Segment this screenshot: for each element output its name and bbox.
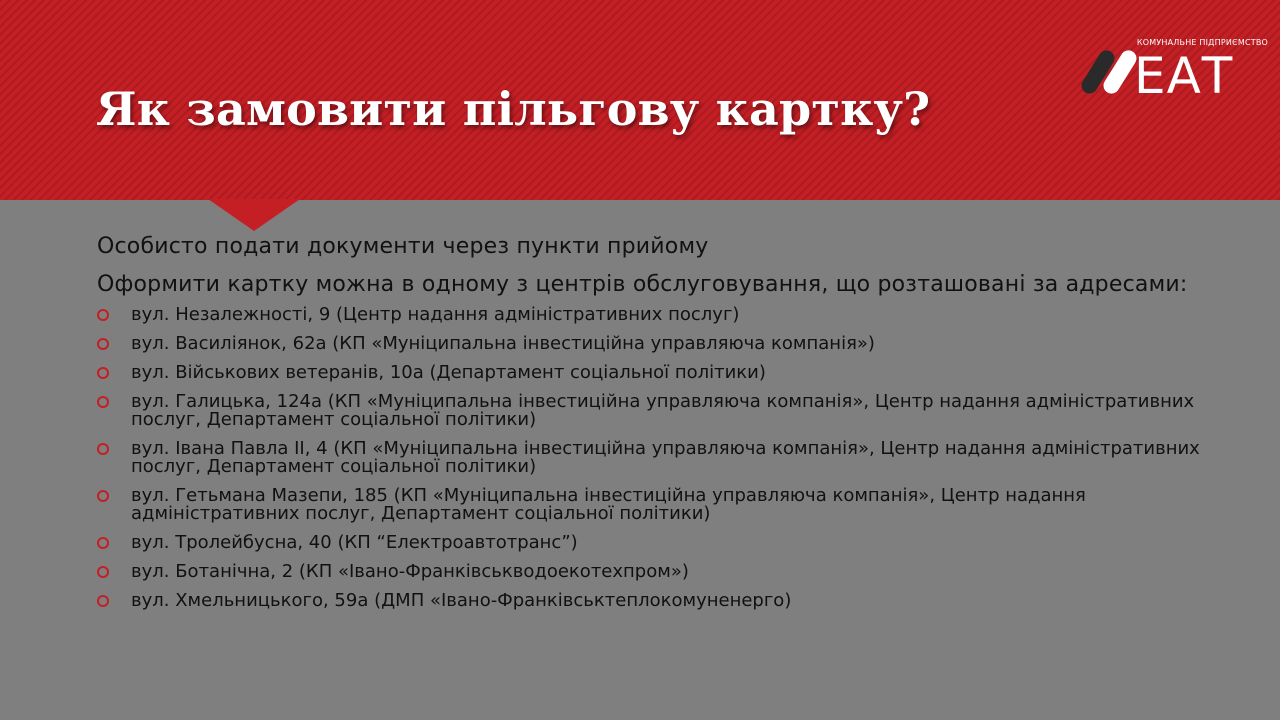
logo-text: ЕАТ xyxy=(1134,47,1234,100)
hollow-circle-bullet-icon xyxy=(97,566,109,578)
list-item xyxy=(97,393,1207,429)
address-list xyxy=(97,306,1207,610)
list-item xyxy=(97,364,1207,382)
intro-line: Особисто подати документи через пункти прийому xyxy=(97,234,709,259)
company-logo xyxy=(1068,38,1268,100)
hollow-circle-bullet-icon xyxy=(97,490,109,502)
address-text: вул. Незалежності, 9 (Центр надання адміністративних послуг) xyxy=(131,304,740,325)
logo-caption: КОМУНАЛЬНЕ ПІДПРИЄМСТВО xyxy=(1136,38,1268,47)
list-item xyxy=(97,534,1207,552)
slide-content xyxy=(97,236,1207,621)
list-item xyxy=(97,487,1207,523)
hollow-circle-bullet-icon xyxy=(97,537,109,549)
hollow-circle-bullet-icon xyxy=(97,338,109,350)
address-text: вул. Василіянок, 62а (КП «Муніципальна інвестиційна управляюча компанія») xyxy=(131,333,875,354)
address-text: вул. Тролейбусна, 40 (КП “Електроавтотранс”) xyxy=(131,532,578,553)
list-item xyxy=(97,335,1207,353)
hollow-circle-bullet-icon xyxy=(97,595,109,607)
list-item xyxy=(97,440,1207,476)
list-item xyxy=(97,306,1207,324)
address-text: вул. Івана Павла ІІ, 4 (КП «Муніципальна інвестиційна управляюча компанія», Центр надання адміністративних послуг, Департамент соціальної політики) xyxy=(131,438,1200,477)
hollow-circle-bullet-icon xyxy=(97,309,109,321)
slide-title: Як замовити пільгову картку? xyxy=(96,82,931,136)
hollow-circle-bullet-icon xyxy=(97,367,109,379)
hollow-circle-bullet-icon xyxy=(97,396,109,408)
address-text: вул. Гетьмана Мазепи, 185 (КП «Муніципальна інвестиційна управляюча компанія», Центр надання адміністративних послуг, Департамент соціальної політики) xyxy=(131,485,1086,524)
company-logo-icon xyxy=(1068,44,1268,100)
hollow-circle-bullet-icon xyxy=(97,443,109,455)
header-notch xyxy=(208,199,300,231)
list-item xyxy=(97,592,1207,610)
address-text: вул. Ботанічна, 2 (КП «Івано-Франківськводоекотехпром») xyxy=(131,561,689,582)
address-text: вул. Галицька, 124а (КП «Муніципальна інвестиційна управляюча компанія», Центр надання адміністративних послуг, Департамент соціальної політики) xyxy=(131,391,1195,430)
service-line: Оформити картку можна в одному з центрів обслуговування, що розташовані за адресами: xyxy=(97,272,1188,297)
address-text: вул. Хмельницького, 59а (ДМП «Івано-Франківськтеплокомуненерго) xyxy=(131,590,792,611)
list-item xyxy=(97,563,1207,581)
address-text: вул. Військових ветеранів, 10а (Департамент соціальної політики) xyxy=(131,362,766,383)
